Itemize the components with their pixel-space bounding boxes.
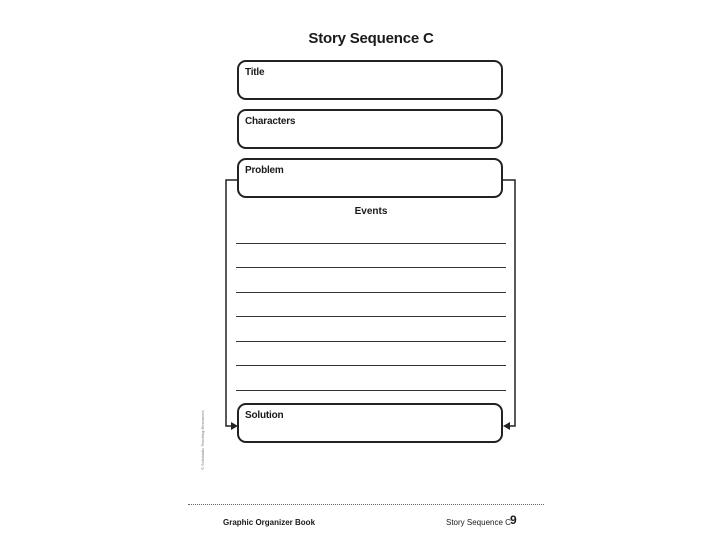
characters-label: Characters xyxy=(245,116,296,127)
footer-page-number: 9 xyxy=(510,513,517,527)
page-title: Story Sequence C xyxy=(308,30,434,47)
footer-section-title: Story Sequence C xyxy=(446,518,511,527)
right-arrow-head-icon xyxy=(503,422,510,430)
event-writing-line[interactable] xyxy=(236,243,506,244)
event-writing-line[interactable] xyxy=(236,341,506,342)
problem-label: Problem xyxy=(245,165,284,176)
event-writing-line[interactable] xyxy=(236,390,506,391)
events-label: Events xyxy=(354,206,388,217)
solution-box[interactable] xyxy=(237,403,503,443)
characters-box[interactable] xyxy=(237,109,503,149)
event-writing-line[interactable] xyxy=(236,316,506,317)
title-box[interactable] xyxy=(237,60,503,100)
problem-box[interactable] xyxy=(237,158,503,198)
event-writing-line[interactable] xyxy=(236,292,506,293)
footer-divider xyxy=(188,504,544,505)
event-writing-line[interactable] xyxy=(236,365,506,366)
event-writing-line[interactable] xyxy=(236,267,506,268)
solution-label: Solution xyxy=(245,410,284,421)
footer-book-title: Graphic Organizer Book xyxy=(223,518,316,527)
copyright-notice: © Scholastic Teaching Resources xyxy=(200,410,205,470)
title-label: Title xyxy=(245,67,265,78)
